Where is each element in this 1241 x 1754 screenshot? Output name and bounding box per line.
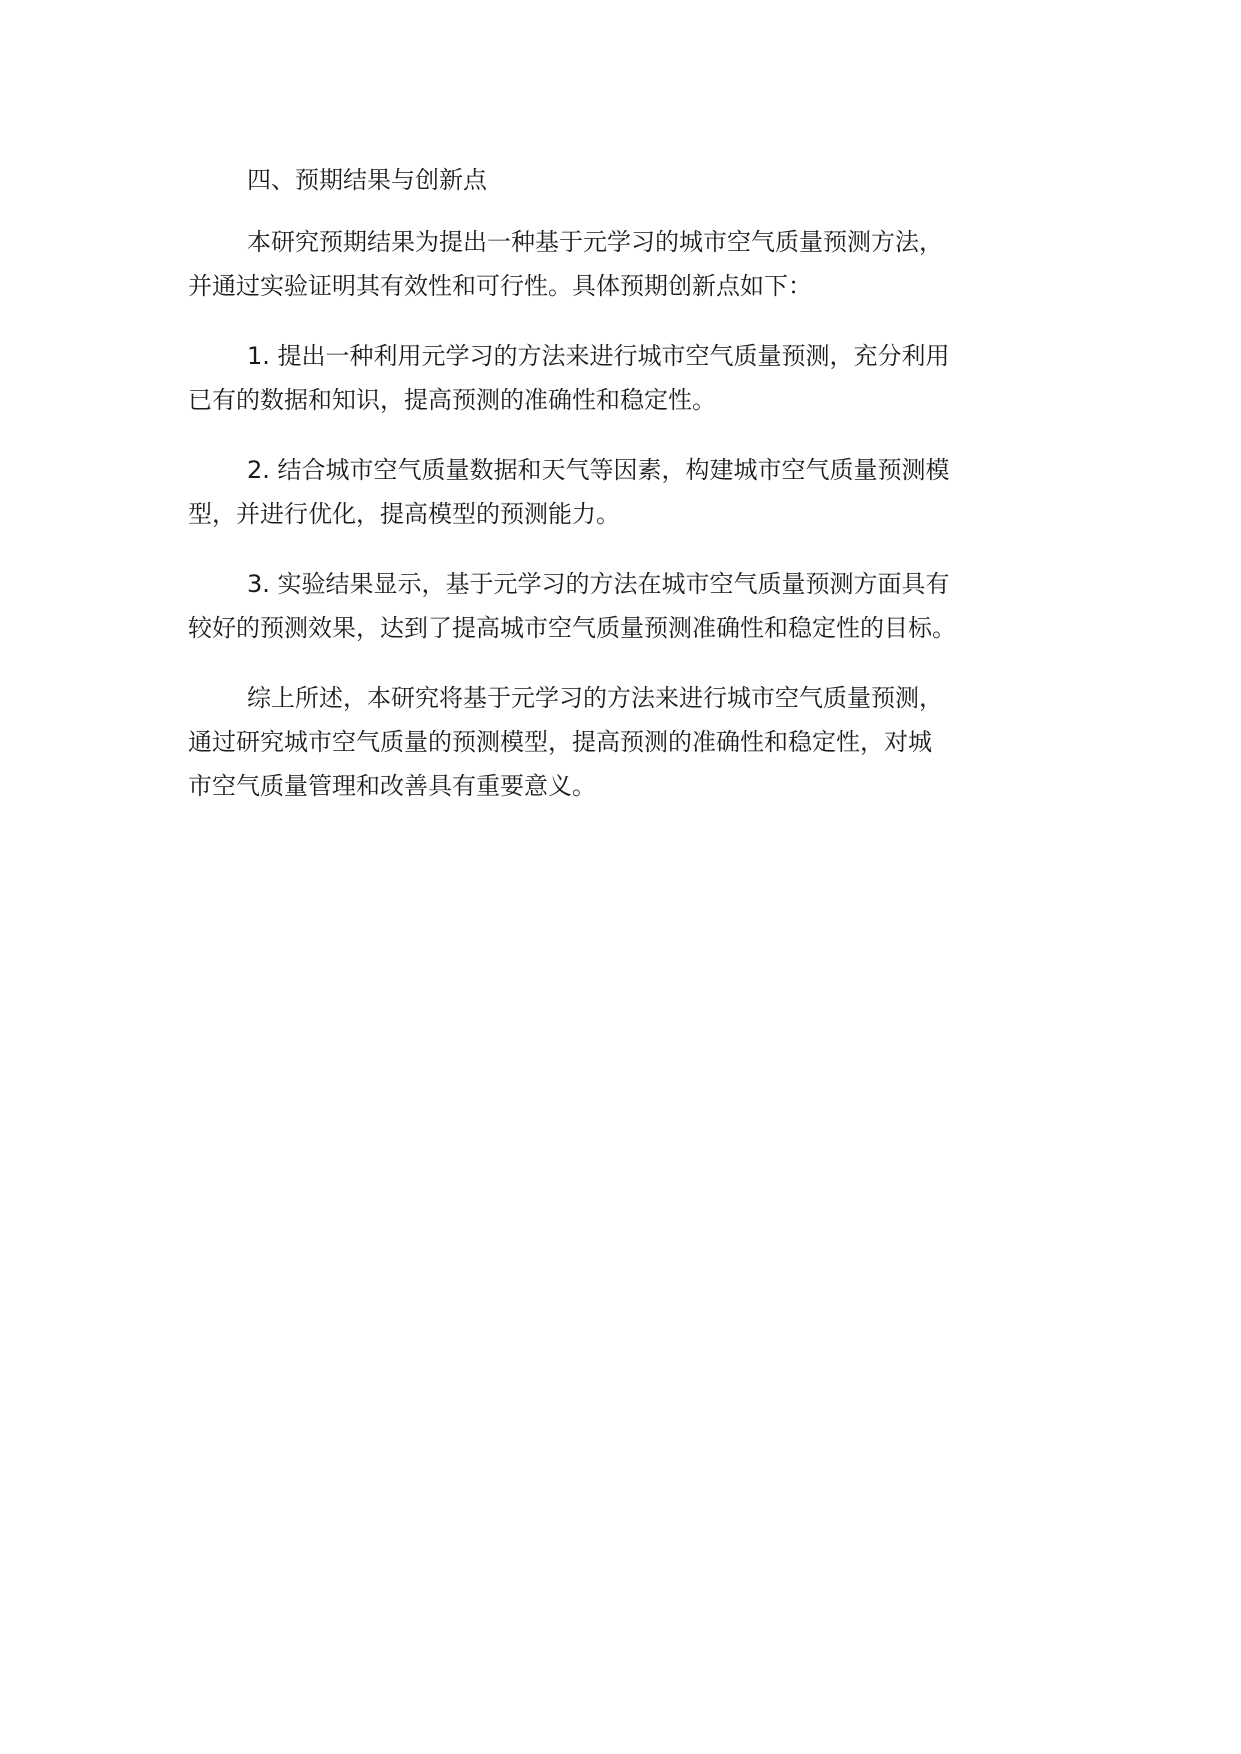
paragraph-line: 较好的预测效果，达到了提高城市空气质量预测准确性和稳定性的目标。 [188, 614, 956, 642]
document-body [188, 158, 1078, 834]
paragraph-item-1 [188, 334, 1078, 422]
paragraph-line: 2. 结合城市空气质量数据和天气等因素，构建城市空气质量预测模 [247, 456, 950, 484]
paragraph-line: 并通过实验证明其有效性和可行性。具体预期创新点如下： [188, 272, 812, 300]
paragraph-conclusion [188, 676, 1078, 808]
paragraph-line: 本研究预期结果为提出一种基于元学习的城市空气质量预测方法， [247, 228, 943, 256]
paragraph-line: 通过研究城市空气质量的预测模型，提高预测的准确性和稳定性，对城 [188, 728, 932, 756]
paragraph-item-3 [188, 562, 1078, 650]
paragraph-line: 市空气质量管理和改善具有重要意义。 [188, 772, 596, 800]
paragraph-line: 3. 实验结果显示，基于元学习的方法在城市空气质量预测方面具有 [247, 570, 950, 598]
paragraph-intro [188, 220, 1078, 308]
paragraph-item-2 [188, 448, 1078, 536]
paragraph-line: 已有的数据和知识，提高预测的准确性和稳定性。 [188, 386, 716, 414]
section-heading: 四、预期结果与创新点 [247, 166, 487, 194]
paragraph-line: 1. 提出一种利用元学习的方法来进行城市空气质量预测，充分利用 [247, 342, 950, 370]
paragraph-line: 综上所述，本研究将基于元学习的方法来进行城市空气质量预测， [247, 684, 943, 712]
paragraph-line: 型，并进行优化，提高模型的预测能力。 [188, 500, 620, 528]
